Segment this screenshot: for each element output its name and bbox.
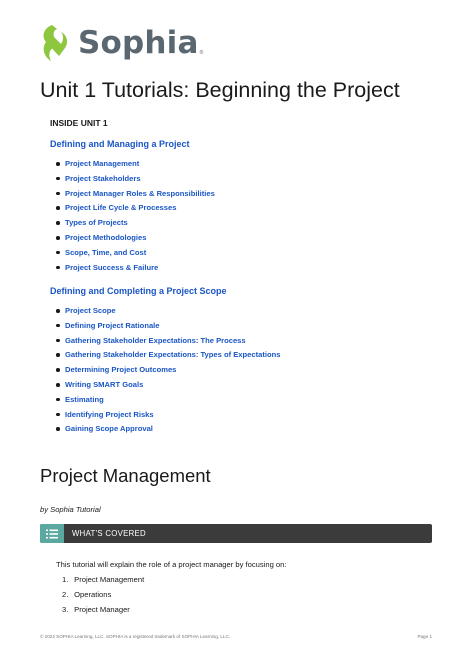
- toc-link[interactable]: Project Life Cycle & Processes: [56, 203, 215, 218]
- toc-link[interactable]: Project Success & Failure: [56, 263, 215, 278]
- covered-numbered-list: [62, 575, 144, 619]
- sophia-leaf-icon: [40, 23, 72, 63]
- toc-link[interactable]: Types of Projects: [56, 218, 215, 233]
- toc-link[interactable]: Estimating: [56, 395, 281, 410]
- toc-link[interactable]: Determining Project Outcomes: [56, 365, 281, 380]
- byline: by Sophia Tutorial: [40, 505, 101, 514]
- list-number: 1.: [62, 575, 69, 584]
- list-icon: [40, 524, 64, 543]
- toc-link[interactable]: Project Management: [56, 159, 215, 174]
- toc-link[interactable]: Gathering Stakeholder Expectations: The Process: [56, 336, 281, 351]
- whats-covered-banner: [40, 524, 432, 543]
- toc-link[interactable]: Project Scope: [56, 306, 281, 321]
- toc-link[interactable]: Defining Project Rationale: [56, 321, 281, 336]
- section-2-toc-list: [56, 306, 281, 439]
- sophia-logo: [40, 22, 203, 64]
- footer-page-number: Page 1: [417, 634, 432, 639]
- list-number: 3.: [62, 604, 69, 614]
- section-heading-project-scope[interactable]: Defining and Completing a Project Scope: [50, 286, 227, 296]
- covered-intro-text: This tutorial will explain the role of a project manager by focusing on:: [56, 560, 287, 569]
- whats-covered-label: WHAT'S COVERED: [72, 529, 146, 538]
- section-heading-defining-managing[interactable]: Defining and Managing a Project: [50, 139, 190, 149]
- document-title: Unit 1 Tutorials: Beginning the Project: [40, 78, 400, 102]
- list-text: Project Manager: [74, 604, 130, 614]
- list-item: [62, 605, 144, 620]
- list-text: Operations: [74, 589, 112, 599]
- section-1-toc-list: [56, 159, 215, 277]
- list-number: 2.: [62, 589, 69, 599]
- toc-link[interactable]: Scope, Time, and Cost: [56, 248, 215, 263]
- list-item: [62, 590, 144, 605]
- toc-link[interactable]: Writing SMART Goals: [56, 380, 281, 395]
- toc-link[interactable]: Project Stakeholders: [56, 174, 215, 189]
- footer-copyright: © 2022 SOPHIA Learning, LLC. SOPHIA is a registered trademark of SOPHIA Learning, LLC.: [40, 634, 231, 639]
- toc-link[interactable]: Project Methodologies: [56, 233, 215, 248]
- logo-wordmark: Sophia: [78, 24, 199, 61]
- logo-trademark: ®: [199, 50, 204, 56]
- toc-link[interactable]: Gaining Scope Approval: [56, 424, 281, 439]
- list-item: [62, 575, 144, 590]
- toc-link[interactable]: Project Manager Roles & Responsibilities: [56, 189, 215, 204]
- toc-link[interactable]: Identifying Project Risks: [56, 410, 281, 425]
- toc-link[interactable]: Gathering Stakeholder Expectations: Types of Expectations: [56, 350, 281, 365]
- inside-unit-label: INSIDE UNIT 1: [50, 118, 108, 128]
- tutorial-title: Project Management: [40, 465, 211, 486]
- list-text: Project Management: [74, 575, 145, 584]
